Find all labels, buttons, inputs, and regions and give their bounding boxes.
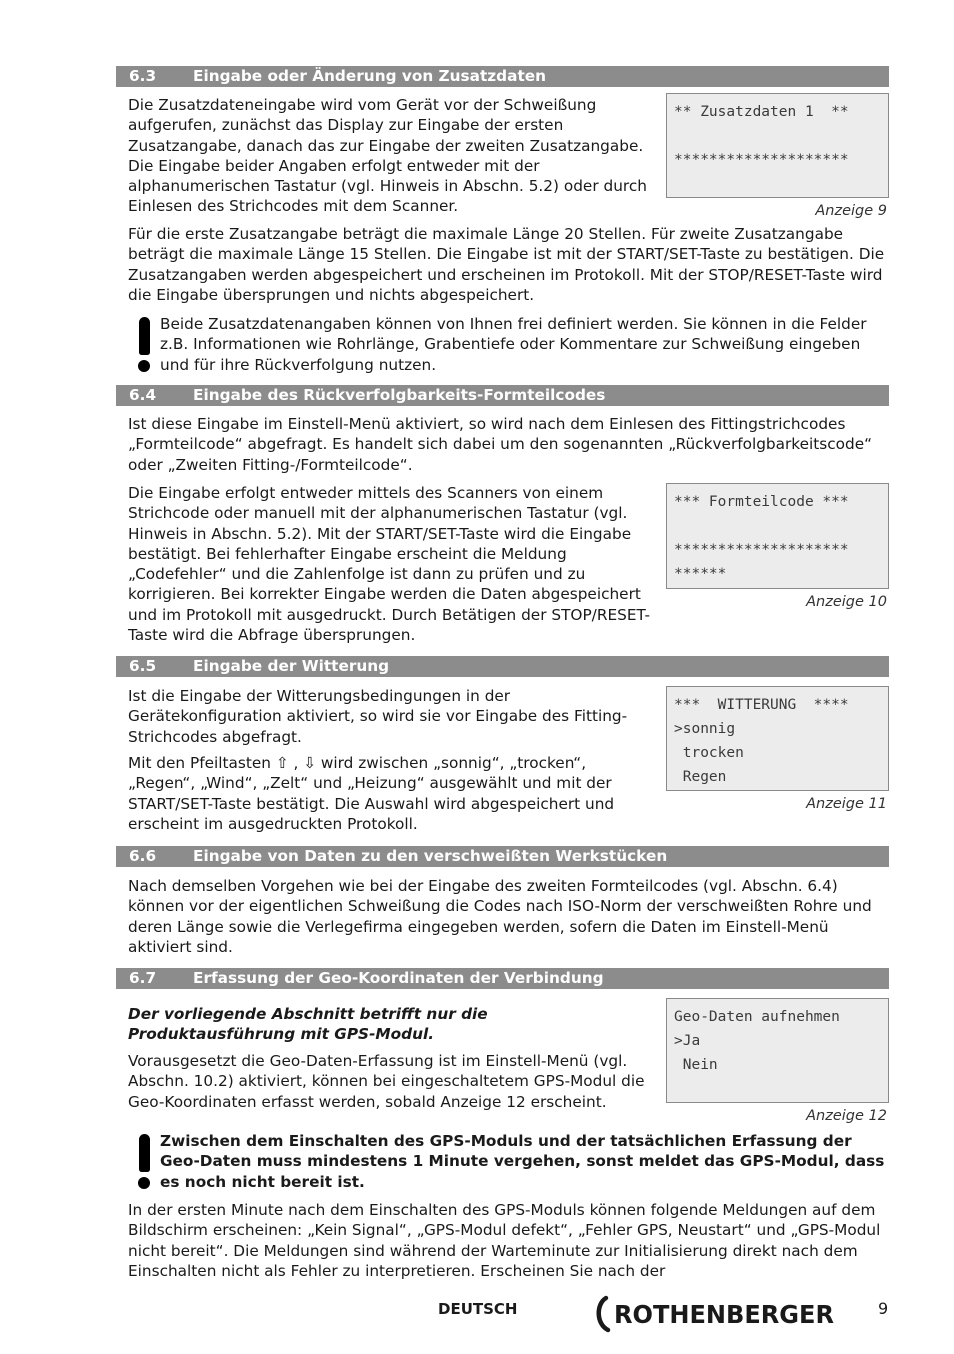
section-number: 6.5 [129,657,157,675]
paragraph: Nach demselben Vorgehen wie bei der Eingabe des zweiten Formteilcodes (vgl. Abschn. 6.4) können vor der eigentlichen Schweißung die Codes nach ISO-Norm der verschweißten Rohre und deren Länge sowie die Verlegefirma eingegeben werden, sofern die Daten im Einstell-Menü aktiviert sind. [128,877,872,956]
exclamation-icon [136,1134,154,1192]
device-display-9: ** Zusatzdaten 1 ** ******************** [666,93,889,198]
notice-text: Zwischen dem Einschalten des GPS-Moduls und der tatsächlichen Erfassung der Geo-Daten muss mindestens 1 Minute vergehen, sonst meldet das GPS-Modul, dass es noch nicht bereit ist. [160,1132,885,1191]
page-number: 9 [878,1299,889,1318]
paragraph: Ist die Eingabe der Witterungsbedingungen in der Gerätekonfiguration aktiviert, so wird sie vor Eingabe des Fitting-Strichcodes abgefragt. [128,687,628,746]
device-display-10: *** Formteilcode *** ******************** ****** [666,483,889,589]
section-title: Eingabe der Witterung [193,657,390,675]
section-title: Eingabe des Rückverfolgbarkeits-Formteilcodes [193,386,606,404]
device-display-11: *** WITTERUNG **** >sonnig trocken Regen [666,686,889,791]
section-header-6-7 [116,968,889,989]
display-caption: Anzeige 10 [806,594,887,610]
section-header-6-5 [116,656,889,677]
notice-text: Beide Zusatzdatenangaben können von Ihnen frei definiert werden. Sie können in die Felder z.B. Informationen wie Rohrlänge, Grabentiefe oder Kommentare zur Schweißung eingeben und für ihre Rückverfolgung nutzen. [160,315,867,374]
section-title: Eingabe von Daten zu den verschweißten Werkstücken [193,847,668,865]
section-header-6-6 [116,846,889,867]
section-header-6-3 [116,66,889,87]
paragraph: Für die erste Zusatzangabe beträgt die maximale Länge 20 Stellen. Für zweite Zusatzangabe beträgt die maximale Länge 15 Stellen. Die Eingabe ist mit der START/SET-Taste zu bestätigen. Die Zusatzangaben werden abgespeichert und erscheinen im Protokoll. Mit der STOP/RESET-Taste wird die Eingabe übersprungen und nichts abgespeichert. [128,225,885,304]
section-number: 6.7 [129,969,157,987]
paragraph: Mit den Pfeiltasten ⇧ , ⇩ wird zwischen „sonnig“, „trocken“, „Regen“, „Wind“, „Zelt“ und „Heizung“ ausgewählt und mit der START/SET-Taste bestätigt. Die Auswahl wird abgespeichert und erscheint im ausgedruckten Protokoll. [128,754,615,833]
device-display-12: Geo-Daten aufnehmen >Ja Nein [666,998,889,1103]
section-title: Erfassung der Geo-Koordinaten der Verbindung [193,969,604,987]
logo-wordmark: ROTHENBERGER [614,1300,834,1329]
paragraph: Ist diese Eingabe im Einstell-Menü aktiviert, so wird nach dem Einlesen des Fittingstrichcodes „Formteilcode“ abgefragt. Es handelt sich dabei um den sogenannten „Rückverfolgbarkeitscode“ oder „Zweiten Fitting-/Formteilcode“. [128,415,873,474]
footer-language: DEUTSCH [438,1300,518,1318]
display-caption: Anzeige 9 [815,203,887,219]
section-title: Eingabe oder Änderung von Zusatzdaten [193,67,547,85]
section-number: 6.3 [129,67,157,85]
display-caption: Anzeige 11 [806,796,887,812]
paragraph: In der ersten Minute nach dem Einschalten des GPS-Moduls können folgende Meldungen auf dem Bildschirm erscheinen: „Kein Signal“, „GPS-Modul defekt“, „Fehler GPS, Neustart“ und „GPS-Modul nicht bereit“. Die Meldungen sind während der Warteminute zur Initialisierung direkt nach dem Einschalten nicht als Fehler zu interpretieren. Erscheinen Sie nach der [128,1201,881,1280]
paragraph: Die Eingabe erfolgt entweder mittels des Scanners von einem Strichcode oder manuell mit der alphanumerischen Tastatur (vgl. Hinweis in Abschn. 5.2). Mit der START/SET-Taste wird die Eingabe bestätigt. Bei fehlerhafter Eingabe erscheint die Meldung „Codefehler“ und die Zahlenfolge ist dann zu prüfen und zu korrigieren. Bei korrekter Eingabe werden die Daten abgespeichert und im Protokoll mit ausgedruckt. Durch Betätigen der STOP/RESET-Taste wird die Abfrage übersprungen. [128,484,650,645]
section-number: 6.4 [129,386,157,404]
section-header-6-4 [116,385,889,406]
exclamation-icon [136,317,154,375]
display-caption: Anzeige 12 [806,1108,887,1124]
section-number: 6.6 [129,847,157,865]
rothenberger-logo [594,1294,839,1334]
paragraph: Vorausgesetzt die Geo-Daten-Erfassung ist im Einstell-Menü (vgl. Abschn. 10.2) aktiviert, können bei eingeschaltetem GPS-Modul die Geo-Koordinaten erfasst werden, sobald Anzeige 12 erscheint. [128,1052,645,1111]
scope-note: Der vorliegende Abschnitt betrifft nur die Produktausführung mit GPS-Modul. [128,1005,488,1044]
paragraph: Die Zusatzdateneingabe wird vom Gerät vor der Schweißung aufgerufen, zunächst das Display zur Eingabe der ersten Zusatzangabe, danach das zur Eingabe der zweiten Zusatzangabe. Die Eingabe beider Angaben erfolgt entweder mit der alphanumerischen Tastatur (vgl. Hinweis in Abschn. 5.2) oder durch Einlesen des Strichcodes mit dem Scanner. [128,96,647,216]
